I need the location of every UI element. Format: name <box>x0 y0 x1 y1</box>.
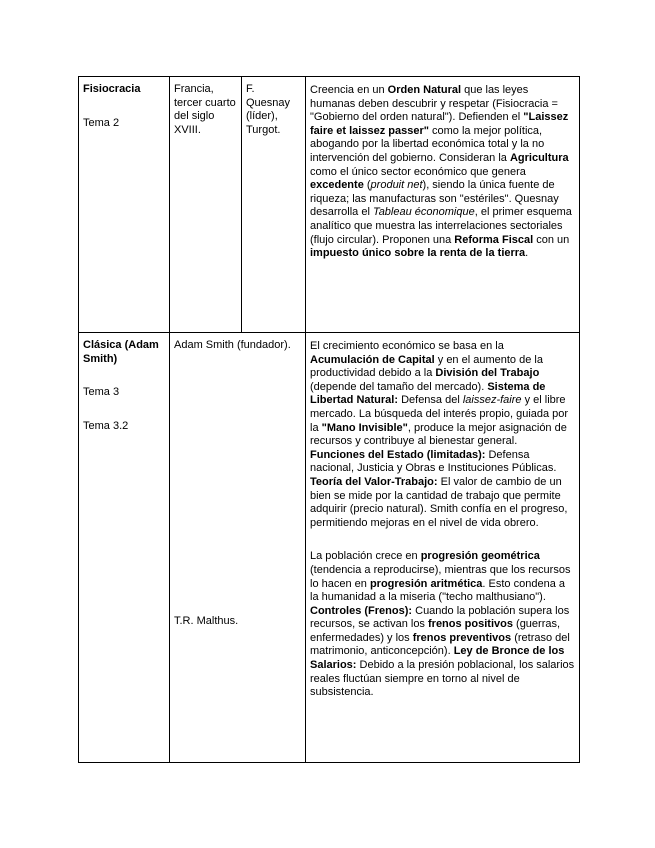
tema-label: Tema 3 <box>83 386 120 399</box>
text-run: Orden Natural <box>387 84 462 96</box>
text-run: El valor de cambio de un bien se mide por la cantidad de trabajo que permite adquirir (precio natural). Smith confía en el progreso, permitiendo mejoras en el nivel de vida obrero. <box>310 475 568 529</box>
authors-text: F. Quesnay (líder), Turgot. <box>246 83 291 136</box>
description-malthus <box>310 550 575 700</box>
text-run: El crecimiento económico se basa en la <box>310 340 504 352</box>
text-run: Controles (Frenos): <box>310 604 413 617</box>
text-run: Reforma Fiscal <box>454 233 534 246</box>
table-row <box>79 333 580 763</box>
school-table <box>78 76 580 763</box>
text-run: ( <box>363 179 371 192</box>
text-run: frenos positivos <box>428 618 513 631</box>
text-run: laissez-faire <box>462 394 522 407</box>
text-run: como el único sector económico que genera <box>310 165 526 178</box>
text-run: (retraso del matrimonio, anticoncepción). <box>310 631 570 658</box>
text-run: Sistema de Libertad Natural: <box>310 380 546 407</box>
text-run: Teoría del Valor-Trabajo: <box>310 475 438 488</box>
description-cell <box>306 77 580 333</box>
text-run: progresión aritmética <box>369 577 483 590</box>
text-run: La población crece en <box>310 550 421 563</box>
text-run: . <box>525 247 529 260</box>
text-run: "Laissez faire et laissez passer" <box>310 111 569 137</box>
school-cell <box>79 77 170 333</box>
authors-cell <box>242 77 306 333</box>
text-run: Acumulación de Capital <box>310 353 435 366</box>
origin-cell <box>170 77 242 333</box>
text-run: y en el aumento de la productividad debido a la <box>310 353 543 380</box>
text-run: ), siendo la única fuente de riqueza; las manufacturas son "estériles". Quesnay desarrolla el <box>310 179 559 219</box>
school-cell <box>79 333 170 763</box>
table-row <box>79 77 580 333</box>
origin-text: Francia, tercer cuarto del siglo XVIII. <box>174 83 236 136</box>
school-name: Fisiocracia <box>83 83 141 95</box>
text-run: "Mano Invisible" <box>321 421 408 434</box>
tema-label: Tema 2 <box>83 116 120 129</box>
text-run: Agricultura <box>509 151 569 164</box>
text-run: (tendencia a reproducirse), mientras que los recursos lo hacen en <box>310 563 571 590</box>
text-run: , produce la mejor asignación de recursos y contribuye al bienestar general. <box>310 421 567 448</box>
author-malthus: T.R. Malthus. <box>174 614 239 627</box>
text-run: excedente <box>310 179 364 192</box>
authors-cell <box>170 333 306 763</box>
text-run: que las leyes humanas deben descubrir y respetar (Fisiocracia = "Gobierno del orden natural"). Defienden el <box>310 84 558 124</box>
text-run: Creencia en un <box>310 84 388 96</box>
text-run: Tableau économique <box>372 206 475 219</box>
text-run: Defensa nacional, Justicia y Obras e Instituciones Públicas. <box>310 448 557 475</box>
text-run: Ley de Bronce de los Salarios: <box>310 645 565 672</box>
text-run: con un <box>533 233 570 246</box>
text-run: frenos preventivos <box>412 631 512 644</box>
description-cell <box>306 333 580 763</box>
text-run: produit net <box>370 179 423 192</box>
description-text <box>310 84 575 261</box>
text-run: , el primer esquema analítico que muestra las interrelaciones sectoriales (flujo circular). Proponen una <box>310 206 572 246</box>
text-run: progresión geométrica <box>420 550 540 563</box>
school-name: Clásica (Adam Smith) <box>83 339 159 365</box>
tema-label: Tema 3.2 <box>83 419 129 432</box>
text-run: Defensa del <box>398 394 463 407</box>
text-run: como la mejor política, abogando por la libertad económica total y la no intervención del gobierno. Consideran la <box>310 124 545 164</box>
description-smith <box>310 340 575 530</box>
text-run: (guerras, enfermedades) y los <box>310 618 561 644</box>
text-run: División del Trabajo <box>435 367 540 380</box>
text-run: . Esto condena a la humanidad a la miseria ("techo malthusiano"). <box>310 577 565 604</box>
text-run: Cuando la población supera los recursos, se activan los <box>310 604 570 631</box>
text-run: impuesto único sobre la renta de la tierra <box>310 247 526 260</box>
author-smith: Adam Smith (fundador). <box>174 339 291 351</box>
text-run: (depende del tamaño del mercado). <box>310 380 488 393</box>
text-run: Funciones del Estado (limitadas): <box>310 448 486 461</box>
text-run: y el libre mercado. La búsqueda del interés propio, guiada por la <box>310 394 569 434</box>
text-run: Debido a la presión poblacional, los salarios reales fluctúan siempre en torno al nivel de subsistencia. <box>310 659 575 699</box>
